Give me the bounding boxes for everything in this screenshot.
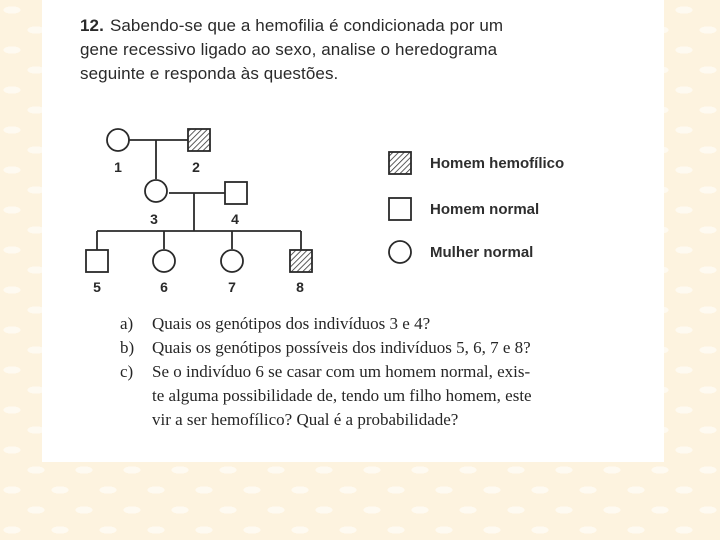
individual-6-female bbox=[153, 250, 175, 272]
label-individual-6: 6 bbox=[160, 279, 168, 295]
subquestions bbox=[120, 312, 640, 432]
legend-label-normal-female: Mulher normal bbox=[430, 243, 534, 261]
legend-item-affected-male bbox=[388, 151, 564, 175]
individual-8-affected-male bbox=[290, 250, 312, 272]
individual-7-female bbox=[221, 250, 243, 272]
subquestion-b-text: Quais os genótipos possíveis dos indivíduos 5, 6, 7 e 8? bbox=[152, 338, 531, 357]
subquestion-c-line-2: te alguma possibilidade de, tendo um filho homem, este bbox=[152, 386, 532, 405]
pedigree-lines bbox=[97, 140, 301, 250]
individual-3-female bbox=[145, 180, 167, 202]
label-individual-4: 4 bbox=[231, 211, 239, 227]
label-individual-1: 1 bbox=[114, 159, 122, 175]
label-individual-5: 5 bbox=[93, 279, 101, 295]
legend-item-normal-male bbox=[388, 197, 539, 221]
subquestion-a-label: a) bbox=[120, 314, 134, 333]
subquestion-b bbox=[120, 336, 640, 360]
subquestion-c-line-1: Se o indivíduo 6 se casar com um homem normal, exis- bbox=[152, 362, 531, 381]
question-number: 12. bbox=[80, 16, 104, 35]
question-line-3: seguinte e responda às questões. bbox=[80, 64, 339, 83]
empty-square-icon bbox=[388, 197, 412, 221]
legend-label-normal-male: Homem normal bbox=[430, 200, 540, 218]
subquestion-a bbox=[120, 312, 640, 336]
subquestion-c-label: c) bbox=[120, 362, 134, 381]
individual-1-female bbox=[107, 129, 129, 151]
individual-2-affected-male bbox=[188, 129, 210, 151]
subquestion-a-text: Quais os genótipos dos indivíduos 3 e 4? bbox=[152, 314, 431, 333]
legend-item-normal-female bbox=[388, 240, 533, 264]
label-individual-3: 3 bbox=[150, 211, 158, 227]
document-page bbox=[42, 0, 664, 462]
empty-circle-icon bbox=[388, 240, 412, 264]
label-individual-2: 2 bbox=[192, 159, 200, 175]
individual-4-male bbox=[225, 182, 247, 204]
hatched-square-icon bbox=[388, 151, 412, 175]
subquestion-c-line-3: vir a ser hemofílico? Qual é a probabilidade? bbox=[152, 410, 459, 429]
question-line-1: Sabendo-se que a hemofilia é condicionada por um bbox=[109, 16, 504, 35]
individual-5-male bbox=[86, 250, 108, 272]
subquestion-b-label: b) bbox=[120, 338, 135, 357]
label-individual-7: 7 bbox=[228, 279, 236, 295]
legend-label-affected-male: Homem hemofílico bbox=[430, 154, 565, 172]
subquestion-c bbox=[120, 360, 640, 432]
label-individual-8: 8 bbox=[296, 279, 304, 295]
question-line-2: gene recessivo ligado ao sexo, analise o heredograma bbox=[80, 40, 498, 59]
